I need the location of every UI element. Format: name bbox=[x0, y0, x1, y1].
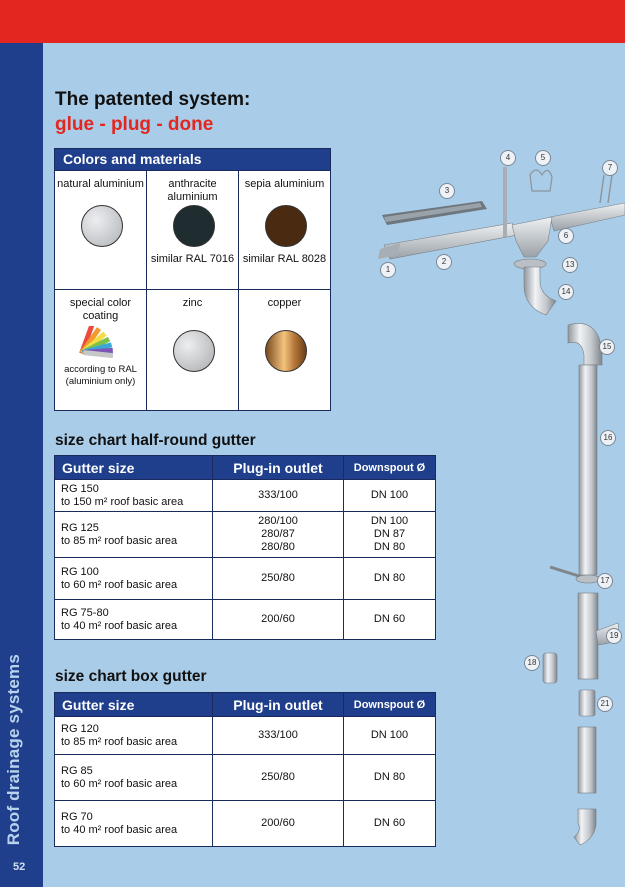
color-swatch bbox=[81, 205, 123, 247]
top-red-bar bbox=[0, 0, 625, 43]
header-downspout: Downspout Ø bbox=[344, 693, 436, 717]
elbow-pipe bbox=[524, 267, 556, 315]
callout-13: 13 bbox=[562, 257, 578, 273]
cell-downspout: DN 100 DN 87 DN 80 bbox=[344, 512, 436, 558]
color-cell-natural-aluminium bbox=[55, 170, 146, 289]
header-downspout: Downspout Ø bbox=[344, 456, 436, 480]
color-ral: similar RAL 7016 bbox=[150, 253, 235, 265]
gutter-size: RG 70 bbox=[61, 810, 93, 823]
gutter-size: RG 85 bbox=[61, 764, 93, 777]
cell-gutter-size bbox=[55, 558, 213, 600]
cell-downspout: DN 60 bbox=[344, 600, 436, 640]
cell-downspout: DN 100 bbox=[344, 480, 436, 512]
cell-outlet: 250/80 bbox=[213, 755, 344, 801]
gutter-left bbox=[384, 223, 517, 259]
leaf-strainer bbox=[530, 170, 552, 191]
cell-gutter-size bbox=[55, 480, 213, 512]
color-note: according to RAL (aluminium only) bbox=[64, 364, 137, 387]
leaf-guard bbox=[382, 201, 487, 225]
pipe-connector bbox=[579, 690, 595, 716]
colors-table-header: Colors and materials bbox=[55, 149, 330, 170]
roof-area: to 85 m² roof basic area bbox=[61, 735, 178, 748]
color-cell-special-coating bbox=[55, 289, 146, 410]
cell-gutter-size bbox=[55, 717, 213, 755]
gutter-size: RG 120 bbox=[61, 722, 99, 735]
gutter-bracket bbox=[503, 167, 507, 237]
gutter-size: RG 150 bbox=[61, 482, 99, 495]
callout-21: 21 bbox=[597, 696, 613, 712]
roof-area: to 60 m² roof basic area bbox=[61, 777, 178, 790]
callout-17: 17 bbox=[597, 573, 613, 589]
roof-area: to 60 m² roof basic area bbox=[61, 578, 178, 591]
cell-gutter-size bbox=[55, 755, 213, 801]
callout-7: 7 bbox=[602, 160, 618, 176]
color-name: copper bbox=[267, 297, 302, 309]
callout-2: 2 bbox=[436, 254, 452, 270]
color-swatch bbox=[265, 205, 307, 247]
header-plug-in-outlet: Plug-in outlet bbox=[213, 456, 344, 480]
color-name: anthracite aluminium bbox=[167, 178, 218, 203]
cell-outlet: 333/100 bbox=[213, 480, 344, 512]
color-cell-sepia-aluminium bbox=[238, 170, 330, 289]
cell-outlet: 280/100 280/87 280/80 bbox=[213, 512, 344, 558]
color-swatch bbox=[173, 205, 215, 247]
colors-row bbox=[55, 170, 330, 289]
colors-row bbox=[55, 289, 330, 410]
roof-area: to 85 m² roof basic area bbox=[61, 534, 178, 547]
gutter-size: RG 100 bbox=[61, 565, 99, 578]
page-number: 52 bbox=[13, 861, 26, 873]
rain-diverter bbox=[578, 593, 598, 679]
callout-3: 3 bbox=[439, 183, 455, 199]
page-heading: The patented system: bbox=[55, 89, 251, 110]
callout-15: 15 bbox=[599, 339, 615, 355]
color-cell-anthracite-aluminium bbox=[146, 170, 238, 289]
callout-6: 6 bbox=[558, 228, 574, 244]
gutter-size: RG 75-80 bbox=[61, 606, 109, 619]
cell-outlet: 200/60 bbox=[213, 600, 344, 640]
gutter-right bbox=[550, 203, 625, 231]
cell-outlet: 250/80 bbox=[213, 558, 344, 600]
cell-gutter-size bbox=[55, 512, 213, 558]
color-name: special color coating bbox=[69, 297, 132, 322]
cell-gutter-size bbox=[55, 801, 213, 847]
page-subheading: glue - plug - done bbox=[55, 114, 214, 135]
cell-downspout: DN 80 bbox=[344, 755, 436, 801]
callout-5: 5 bbox=[535, 150, 551, 166]
callout-16: 16 bbox=[600, 430, 616, 446]
cell-gutter-size bbox=[55, 600, 213, 640]
lower-downpipe bbox=[578, 727, 596, 793]
gutter-system-diagram bbox=[372, 145, 625, 857]
cell-downspout: DN 100 bbox=[344, 717, 436, 755]
cell-outlet: 200/60 bbox=[213, 801, 344, 847]
header-gutter-size: Gutter size bbox=[55, 456, 213, 480]
color-name: zinc bbox=[182, 297, 203, 309]
color-ral: similar RAL 8028 bbox=[242, 253, 327, 265]
sidebar-title: Roof drainage systems bbox=[4, 653, 23, 845]
color-swatch bbox=[173, 330, 215, 372]
color-cell-copper bbox=[238, 289, 330, 410]
color-name: natural aluminium bbox=[57, 178, 144, 190]
gutter-outlet bbox=[512, 217, 552, 257]
sealing-plug bbox=[543, 653, 557, 683]
gutter-size: RG 125 bbox=[61, 521, 99, 534]
sidebar bbox=[0, 43, 43, 887]
pipe-bend bbox=[568, 323, 602, 365]
color-name: sepia aluminium bbox=[244, 178, 325, 190]
header-gutter-size: Gutter size bbox=[55, 693, 213, 717]
callout-19: 19 bbox=[606, 628, 622, 644]
color-cell-zinc bbox=[146, 289, 238, 410]
downpipe bbox=[579, 365, 597, 575]
box-gutter-title: size chart box gutter bbox=[55, 668, 207, 685]
color-swatch bbox=[265, 330, 307, 372]
header-plug-in-outlet: Plug-in outlet bbox=[213, 693, 344, 717]
cell-outlet: 333/100 bbox=[213, 717, 344, 755]
roof-area: to 40 m² roof basic area bbox=[61, 823, 178, 836]
callout-1: 1 bbox=[380, 262, 396, 278]
roof-area: to 40 m² roof basic area bbox=[61, 619, 178, 632]
callout-14: 14 bbox=[558, 284, 574, 300]
roof-area: to 150 m² roof basic area bbox=[61, 495, 184, 508]
downpipe-shoe bbox=[574, 809, 596, 845]
color-fan-icon bbox=[77, 326, 125, 358]
colors-materials-table bbox=[54, 148, 331, 411]
half-round-title: size chart half-round gutter bbox=[55, 432, 256, 449]
callout-18: 18 bbox=[524, 655, 540, 671]
cell-downspout: DN 60 bbox=[344, 801, 436, 847]
callout-4: 4 bbox=[500, 150, 516, 166]
cell-downspout: DN 80 bbox=[344, 558, 436, 600]
